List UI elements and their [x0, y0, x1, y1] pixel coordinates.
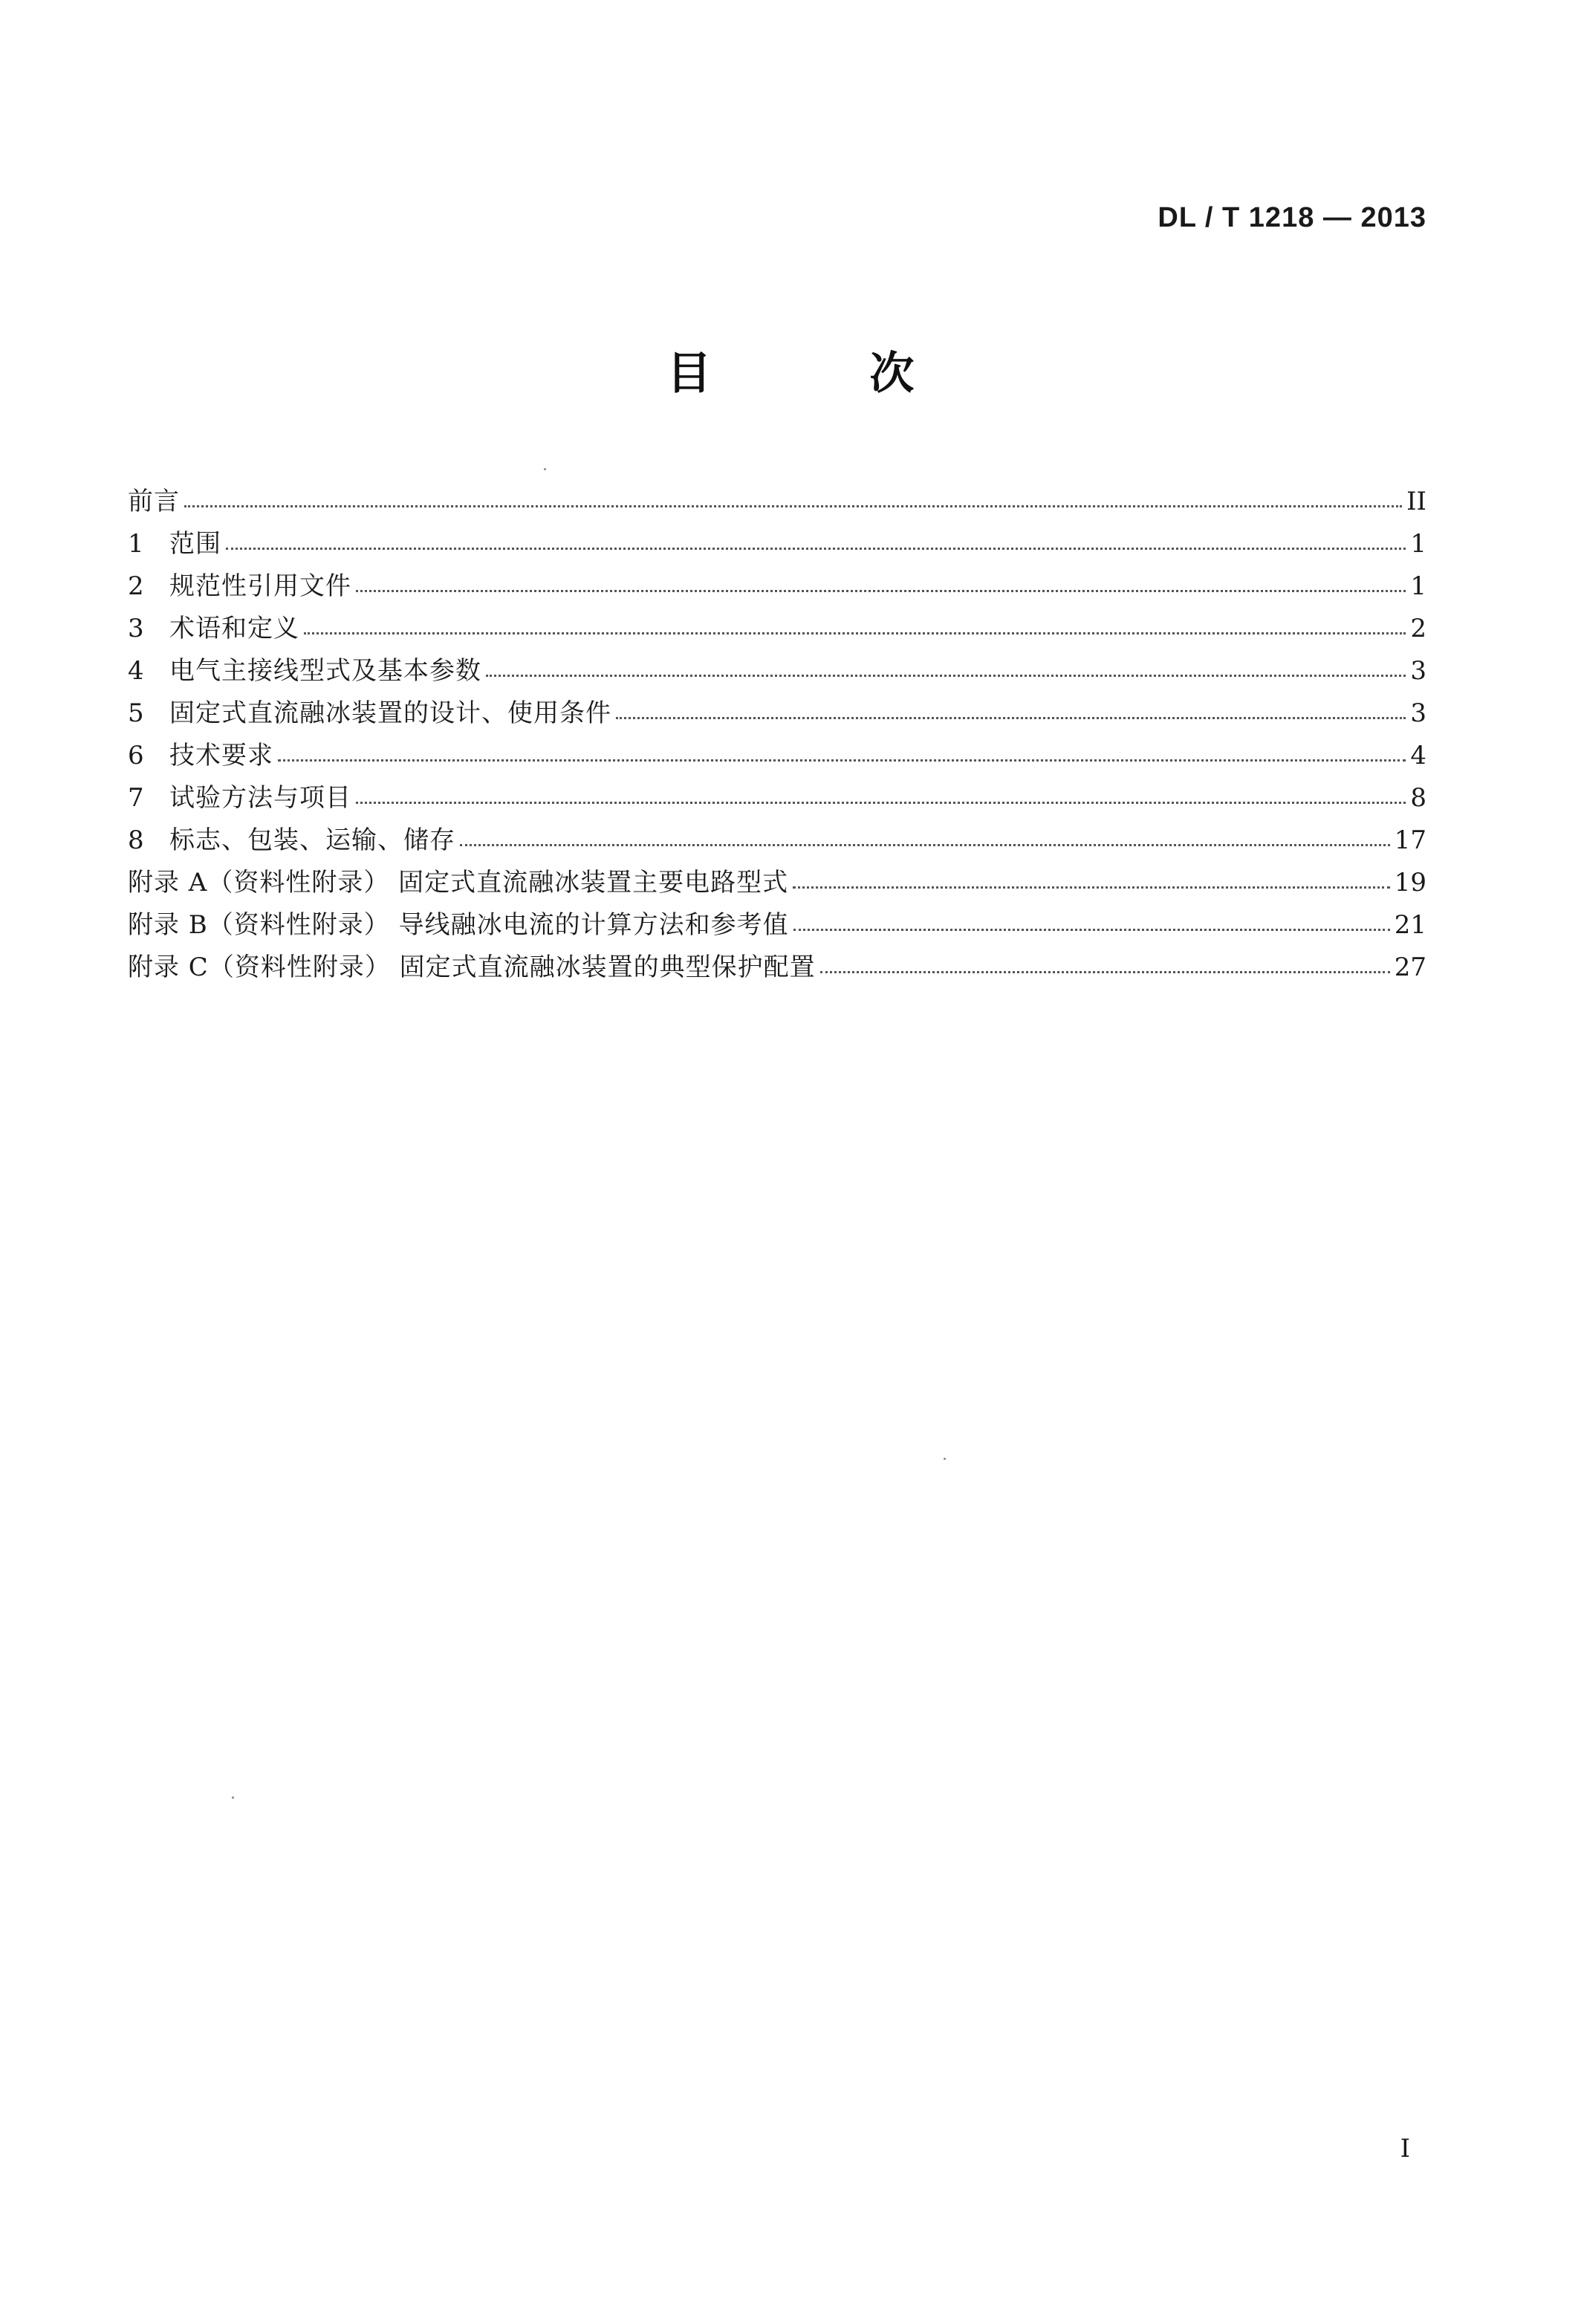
table-of-contents — [128, 481, 1426, 989]
toc-entry-page: 19 — [1394, 868, 1426, 898]
toc-entry-number: 4 — [128, 656, 144, 686]
page-title: 目 次 — [666, 348, 986, 400]
toc-dot-leader — [793, 929, 1390, 931]
toc-entry-2[interactable] — [128, 565, 1426, 608]
toc-entry-text: 固定式直流融冰装置的设计、使用条件 — [169, 698, 611, 728]
toc-entry-4[interactable] — [128, 650, 1426, 692]
toc-entry-text: 术语和定义 — [169, 614, 299, 643]
toc-entry-number: 1 — [128, 529, 144, 559]
toc-entry-text: 电气主接线型式及基本参数 — [169, 656, 481, 686]
toc-entry-page: 17 — [1394, 825, 1426, 855]
toc-entry-number: 6 — [128, 741, 144, 770]
toc-dot-leader — [460, 844, 1390, 846]
toc-entry-6[interactable] — [128, 735, 1426, 777]
toc-entry-number: 8 — [128, 825, 144, 855]
toc-dot-leader — [793, 886, 1390, 889]
toc-entry-5[interactable] — [128, 692, 1426, 735]
toc-dot-leader — [356, 590, 1406, 592]
scan-speck — [944, 1458, 946, 1460]
toc-entry-page: 2 — [1410, 614, 1426, 643]
toc-dot-leader — [356, 802, 1406, 804]
toc-entry-page: 3 — [1410, 656, 1426, 686]
toc-entry-text: 范围 — [169, 529, 221, 559]
toc-dot-leader — [184, 505, 1402, 507]
toc-entry-page: 8 — [1410, 783, 1426, 813]
toc-entry-number: 5 — [128, 698, 144, 728]
toc-entry-text: 附录 A（资料性附录） 固定式直流融冰装置主要电路型式 — [128, 868, 789, 898]
toc-entry-text: 标志、包装、运输、储存 — [169, 825, 455, 855]
toc-entry-appendix-c[interactable] — [128, 947, 1426, 989]
scan-speck — [544, 468, 546, 470]
toc-entry-appendix-b[interactable] — [128, 904, 1426, 947]
toc-entry-preface[interactable] — [128, 481, 1426, 523]
page-number: I — [1400, 2134, 1410, 2164]
toc-entry-page: 21 — [1394, 910, 1426, 940]
toc-entry-text: 技术要求 — [169, 741, 273, 770]
toc-entry-page: 1 — [1410, 529, 1426, 559]
toc-entry-page: II — [1406, 487, 1426, 516]
document-code: DL / T 1218 — 2013 — [1158, 202, 1426, 233]
toc-entry-text: 试验方法与项目 — [169, 783, 351, 813]
toc-entry-text: 附录 B（资料性附录） 导线融冰电流的计算方法和参考值 — [128, 910, 789, 940]
toc-entry-text: 前言 — [128, 487, 180, 516]
toc-entry-number: 2 — [128, 571, 144, 601]
toc-entry-7[interactable] — [128, 777, 1426, 819]
scan-speck — [232, 1796, 234, 1799]
toc-dot-leader — [226, 548, 1406, 550]
toc-entry-text: 规范性引用文件 — [169, 571, 351, 601]
toc-entry-page: 1 — [1410, 571, 1426, 601]
toc-entry-page: 4 — [1410, 741, 1426, 770]
toc-entry-1[interactable] — [128, 523, 1426, 565]
toc-dot-leader — [486, 675, 1406, 677]
toc-dot-leader — [278, 759, 1406, 762]
toc-entry-number: 7 — [128, 783, 144, 813]
toc-entry-8[interactable] — [128, 819, 1426, 862]
toc-dot-leader — [820, 971, 1390, 973]
toc-entry-number: 3 — [128, 614, 144, 643]
toc-entry-appendix-a[interactable] — [128, 862, 1426, 904]
toc-dot-leader — [304, 632, 1406, 634]
toc-dot-leader — [616, 717, 1406, 719]
toc-entry-3[interactable] — [128, 608, 1426, 650]
toc-entry-text: 附录 C（资料性附录） 固定式直流融冰装置的典型保护配置 — [128, 952, 816, 982]
toc-entry-page: 27 — [1394, 952, 1426, 982]
toc-entry-page: 3 — [1410, 698, 1426, 728]
